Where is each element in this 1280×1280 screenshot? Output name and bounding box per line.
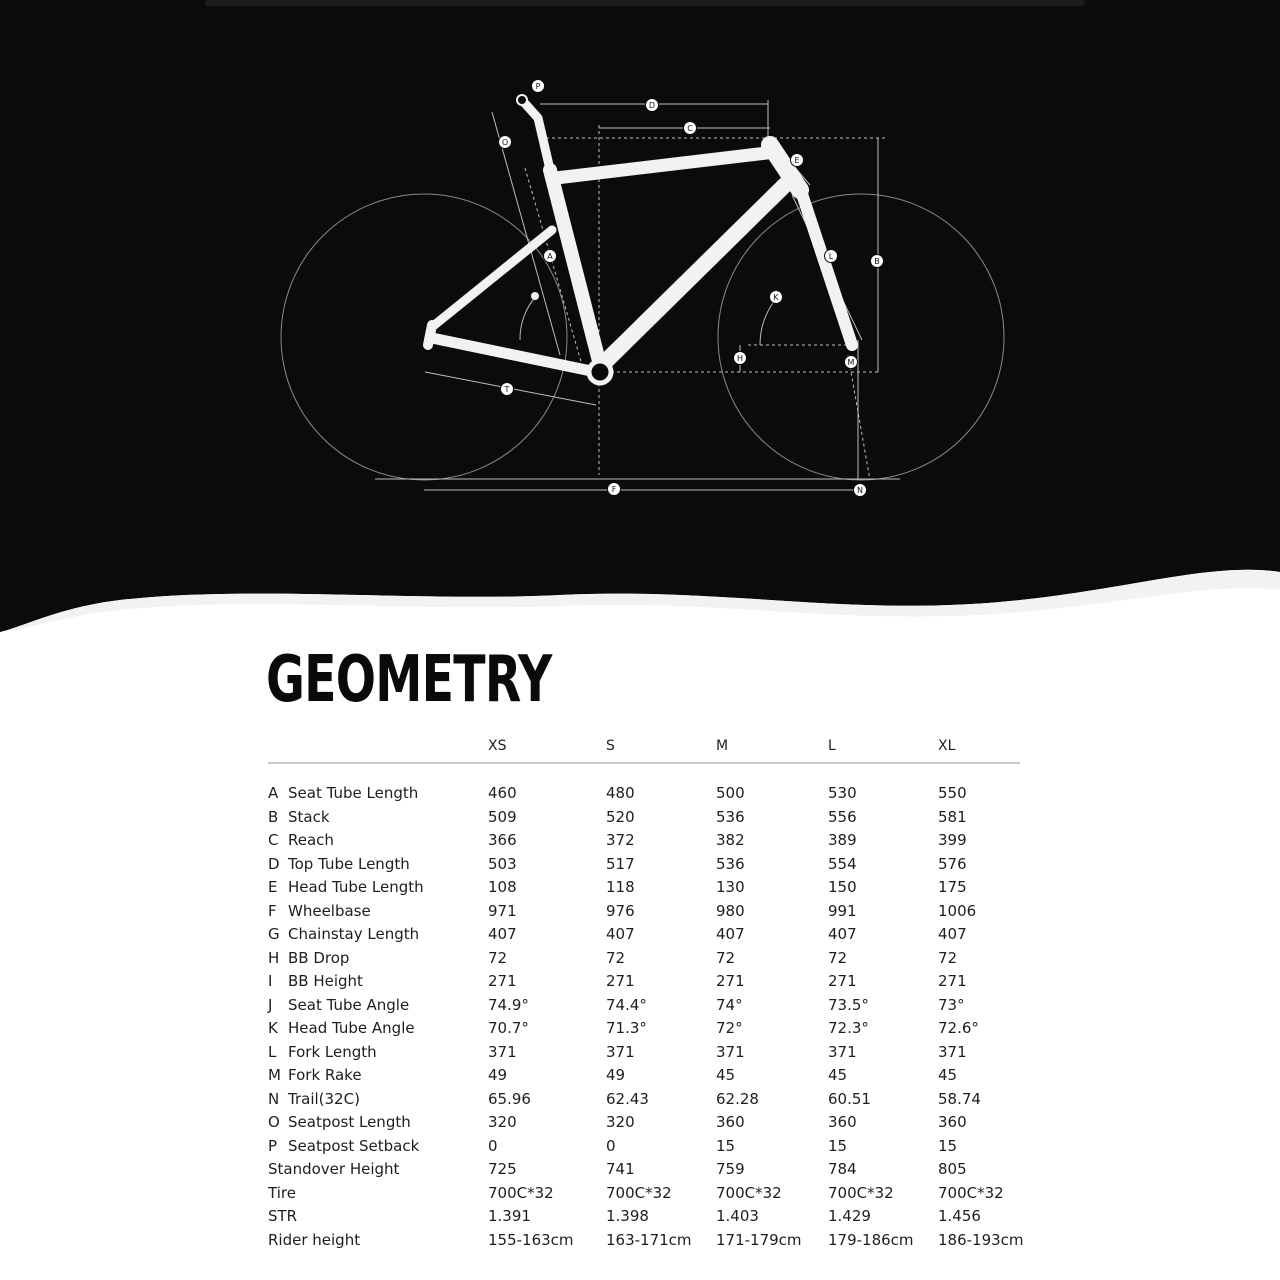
table-cell: 320 xyxy=(488,1113,517,1131)
table-cell: 407 xyxy=(716,925,745,943)
row-letter: M xyxy=(268,1066,281,1084)
marker-o xyxy=(499,136,512,149)
row-name: Top Tube Length xyxy=(288,854,410,873)
marker-h xyxy=(734,352,747,365)
marker-d xyxy=(646,99,659,112)
table-row xyxy=(268,1184,1020,1208)
row-letter: L xyxy=(268,1042,277,1061)
table-cell: 130 xyxy=(716,878,745,896)
row-name: Reach xyxy=(288,831,334,849)
table-cell: 371 xyxy=(938,1042,967,1061)
table-cell: 700C*32 xyxy=(828,1183,894,1202)
table-cell: 700C*32 xyxy=(606,1183,672,1202)
table-cell: 15 xyxy=(828,1136,848,1155)
row-label xyxy=(268,1043,377,1061)
table-cell: 509 xyxy=(488,807,517,826)
marker-b xyxy=(871,255,884,268)
table-cell: 700C*32 xyxy=(938,1183,1004,1202)
table-row xyxy=(268,1043,1020,1067)
table-cell: 371 xyxy=(828,1042,857,1061)
svg-text:K: K xyxy=(773,293,779,302)
table-cell: 372 xyxy=(606,831,635,849)
row-label xyxy=(268,972,363,990)
table-row xyxy=(268,949,1020,973)
svg-text:T: T xyxy=(504,385,510,394)
svg-text:D: D xyxy=(648,101,656,110)
table-cell: 108 xyxy=(488,878,517,896)
row-label xyxy=(268,808,330,826)
table-cell: 700C*32 xyxy=(488,1183,554,1202)
row-letter: H xyxy=(268,948,280,967)
table-cell: 58.74 xyxy=(938,1089,981,1108)
table-cell: 976 xyxy=(606,901,635,920)
table-cell: 366 xyxy=(488,831,517,849)
column-header-m: M xyxy=(716,738,729,754)
svg-text:F: F xyxy=(611,485,617,494)
table-cell: 62.43 xyxy=(606,1089,649,1108)
svg-text:N: N xyxy=(857,486,863,495)
row-label xyxy=(268,1113,411,1131)
bottom-bracket xyxy=(589,361,611,383)
table-cell: 503 xyxy=(488,854,517,873)
rear-dropout xyxy=(428,325,432,345)
row-label xyxy=(268,878,424,896)
marker-m xyxy=(845,356,858,369)
row-name: BB Drop xyxy=(288,948,350,967)
page-title: GEOMETRY xyxy=(266,643,552,717)
row-letter: O xyxy=(268,1113,280,1131)
row-label xyxy=(268,1137,419,1155)
table-cell: 72 xyxy=(828,948,848,967)
svg-text:B: B xyxy=(874,257,880,266)
table-cell: 15 xyxy=(716,1136,736,1155)
row-name: Rider height xyxy=(268,1230,361,1249)
row-name: Seatpost Setback xyxy=(288,1136,420,1155)
table-cell: 70.7° xyxy=(488,1019,529,1037)
row-name: BB Height xyxy=(288,972,363,990)
table-cell: 62.28 xyxy=(716,1089,759,1108)
row-name: Seat Tube Length xyxy=(288,784,419,802)
row-name: Wheelbase xyxy=(288,901,371,920)
table-cell: 72° xyxy=(716,1019,743,1037)
table-row xyxy=(268,1066,1020,1090)
table-cell: 175 xyxy=(938,878,967,896)
table-cell: 271 xyxy=(606,972,635,990)
table-cell: 517 xyxy=(606,854,635,873)
table-cell: 49 xyxy=(488,1066,508,1084)
row-label xyxy=(268,1066,362,1084)
table-cell: 480 xyxy=(606,784,635,802)
row-label xyxy=(268,1184,296,1202)
table-cell: 360 xyxy=(716,1113,745,1131)
table-cell: 759 xyxy=(716,1160,745,1178)
table-cell: 60.51 xyxy=(828,1089,871,1108)
table-cell: 179-186cm xyxy=(828,1230,914,1249)
table-cell: 576 xyxy=(938,854,967,873)
table-cell: 536 xyxy=(716,854,745,873)
table-cell: 725 xyxy=(488,1160,517,1178)
table-cell: 1.456 xyxy=(938,1207,981,1225)
table-cell: 741 xyxy=(606,1160,635,1178)
row-label xyxy=(268,949,349,967)
row-name: STR xyxy=(268,1207,298,1225)
table-cell: 1.391 xyxy=(488,1207,531,1225)
marker-n xyxy=(854,484,867,497)
diagram-background xyxy=(0,0,1280,632)
table-cell: 980 xyxy=(716,901,745,920)
table-cell: 530 xyxy=(828,784,857,802)
table-cell: 74.9° xyxy=(488,995,529,1014)
table-cell: 371 xyxy=(488,1042,517,1061)
row-letter: C xyxy=(268,831,279,849)
table-cell: 550 xyxy=(938,784,967,802)
row-name: Seatpost Length xyxy=(288,1113,411,1131)
table-cell: 73° xyxy=(938,995,965,1014)
table-cell: 460 xyxy=(488,784,517,802)
table-cell: 554 xyxy=(828,854,857,873)
table-cell: 186-193cm xyxy=(938,1230,1024,1249)
table-cell: 991 xyxy=(828,901,857,920)
table-cell: 407 xyxy=(488,925,517,943)
table-row xyxy=(268,1160,1020,1184)
table-cell: 500 xyxy=(716,784,745,802)
table-cell: 382 xyxy=(716,831,745,849)
row-letter: D xyxy=(268,854,280,873)
svg-text:M: M xyxy=(847,358,855,367)
table-cell: 360 xyxy=(828,1113,857,1131)
row-label xyxy=(268,902,371,920)
row-name: Tire xyxy=(268,1183,296,1202)
table-cell: 155-163cm xyxy=(488,1230,574,1249)
column-header-xl: XL xyxy=(938,738,956,754)
geometry-table xyxy=(268,736,1024,1249)
table-header-row xyxy=(268,736,1020,764)
saddle-clamp xyxy=(517,95,527,105)
table-cell: 784 xyxy=(828,1160,857,1178)
svg-text:O: O xyxy=(501,138,509,147)
marker-p xyxy=(532,80,545,93)
table-row xyxy=(268,784,1020,808)
bike-frame-diagram xyxy=(0,0,1280,632)
table-cell: 407 xyxy=(606,925,635,943)
table-cell: 360 xyxy=(938,1113,967,1131)
table-cell: 971 xyxy=(488,901,517,920)
column-header-l: L xyxy=(828,738,836,754)
marker-c xyxy=(684,122,697,135)
table-row xyxy=(268,1090,1020,1114)
table-cell: 271 xyxy=(716,972,745,990)
row-letter: F xyxy=(268,901,277,920)
table-cell: 45 xyxy=(938,1066,958,1084)
row-letter: K xyxy=(268,1019,278,1037)
table-cell: 1.403 xyxy=(716,1207,759,1225)
row-label xyxy=(268,1231,360,1249)
table-cell: 1.398 xyxy=(606,1207,649,1225)
row-name: Head Tube Length xyxy=(288,878,424,896)
table-body xyxy=(268,784,1024,1254)
row-label xyxy=(268,1160,399,1178)
table-cell: 74° xyxy=(716,995,743,1014)
row-name: Stack xyxy=(288,807,330,826)
row-label xyxy=(268,996,409,1014)
top-bar xyxy=(205,0,1085,6)
table-cell: 581 xyxy=(938,807,967,826)
row-letter: I xyxy=(268,972,273,990)
table-row xyxy=(268,925,1020,949)
table-cell: 271 xyxy=(938,972,967,990)
table-cell: 72 xyxy=(938,948,958,967)
table-cell: 171-179cm xyxy=(716,1230,802,1249)
table-cell: 0 xyxy=(488,1136,498,1155)
table-cell: 1006 xyxy=(938,901,977,920)
row-letter: G xyxy=(268,925,280,943)
row-name: Trail(32C) xyxy=(288,1089,360,1108)
table-cell: 389 xyxy=(828,831,857,849)
table-cell: 72 xyxy=(488,948,508,967)
table-cell: 536 xyxy=(716,807,745,826)
table-cell: 371 xyxy=(716,1042,745,1061)
table-row xyxy=(268,1207,1020,1231)
marker-l xyxy=(825,250,838,263)
row-label xyxy=(268,1090,360,1108)
row-label xyxy=(268,925,419,943)
rear-axle xyxy=(531,292,539,300)
table-cell: 271 xyxy=(828,972,857,990)
table-cell: 407 xyxy=(828,925,857,943)
row-name: Standover Height xyxy=(268,1160,400,1178)
row-name: Seat Tube Angle xyxy=(288,995,410,1014)
table-cell: 74.4° xyxy=(606,995,647,1014)
row-label xyxy=(268,1207,297,1225)
table-cell: 45 xyxy=(716,1066,736,1084)
table-row xyxy=(268,972,1020,996)
table-cell: 73.5° xyxy=(828,995,869,1014)
table-cell: 163-171cm xyxy=(606,1230,692,1249)
table-cell: 15 xyxy=(938,1136,958,1155)
table-cell: 371 xyxy=(606,1042,635,1061)
svg-text:P: P xyxy=(535,82,541,91)
table-cell: 399 xyxy=(938,831,967,849)
marker-k xyxy=(770,291,783,304)
svg-text:H: H xyxy=(736,354,744,363)
table-row xyxy=(268,1113,1020,1137)
marker-e xyxy=(791,154,804,167)
row-letter: A xyxy=(268,784,279,802)
table-row xyxy=(268,878,1020,902)
table-cell: 118 xyxy=(606,878,635,896)
table-row xyxy=(268,1019,1020,1043)
geometry-diagram xyxy=(0,0,1280,632)
table-cell: 45 xyxy=(828,1066,848,1084)
table-cell: 556 xyxy=(828,807,857,826)
table-cell: 49 xyxy=(606,1066,626,1084)
marker-f xyxy=(608,483,621,496)
table-cell: 700C*32 xyxy=(716,1183,782,1202)
row-label xyxy=(268,1019,415,1037)
table-cell: 520 xyxy=(606,807,635,826)
table-row xyxy=(268,1137,1020,1161)
table-row xyxy=(268,1230,1024,1255)
table-row xyxy=(268,855,1020,879)
table-cell: 320 xyxy=(606,1113,635,1131)
row-letter: P xyxy=(268,1136,278,1155)
row-letter: N xyxy=(268,1089,280,1108)
table-row xyxy=(268,996,1020,1020)
row-letter: B xyxy=(268,807,279,826)
table-row xyxy=(268,902,1020,926)
svg-text:E: E xyxy=(794,156,800,165)
table-cell: 71.3° xyxy=(606,1019,647,1037)
table-cell: 407 xyxy=(938,925,967,943)
marker-a xyxy=(544,250,557,263)
table-cell: 72 xyxy=(606,948,626,967)
table-cell: 271 xyxy=(488,972,517,990)
row-letter: E xyxy=(268,878,278,896)
table-cell: 0 xyxy=(606,1136,616,1155)
row-label xyxy=(268,784,418,802)
svg-text:C: C xyxy=(687,124,693,133)
row-letter: J xyxy=(268,995,273,1014)
table-cell: 805 xyxy=(938,1160,967,1178)
table-cell: 1.429 xyxy=(828,1207,871,1225)
row-label xyxy=(268,831,334,849)
table-cell: 72.6° xyxy=(938,1019,979,1037)
table-cell: 150 xyxy=(828,878,857,896)
table-row xyxy=(268,831,1020,855)
svg-text:A: A xyxy=(547,252,553,261)
row-name: Fork Length xyxy=(288,1042,377,1061)
row-name: Head Tube Angle xyxy=(288,1019,415,1037)
table-row xyxy=(268,808,1020,832)
marker-t xyxy=(501,383,514,396)
svg-text:L: L xyxy=(828,252,834,261)
row-label xyxy=(268,855,410,873)
column-header-s: S xyxy=(606,738,615,754)
row-name: Chainstay Length xyxy=(288,925,420,943)
table-cell: 72 xyxy=(716,948,736,967)
row-name: Fork Rake xyxy=(288,1066,362,1084)
table-cell: 65.96 xyxy=(488,1089,531,1108)
column-header-xs: XS xyxy=(488,738,507,754)
table-cell: 72.3° xyxy=(828,1019,869,1037)
